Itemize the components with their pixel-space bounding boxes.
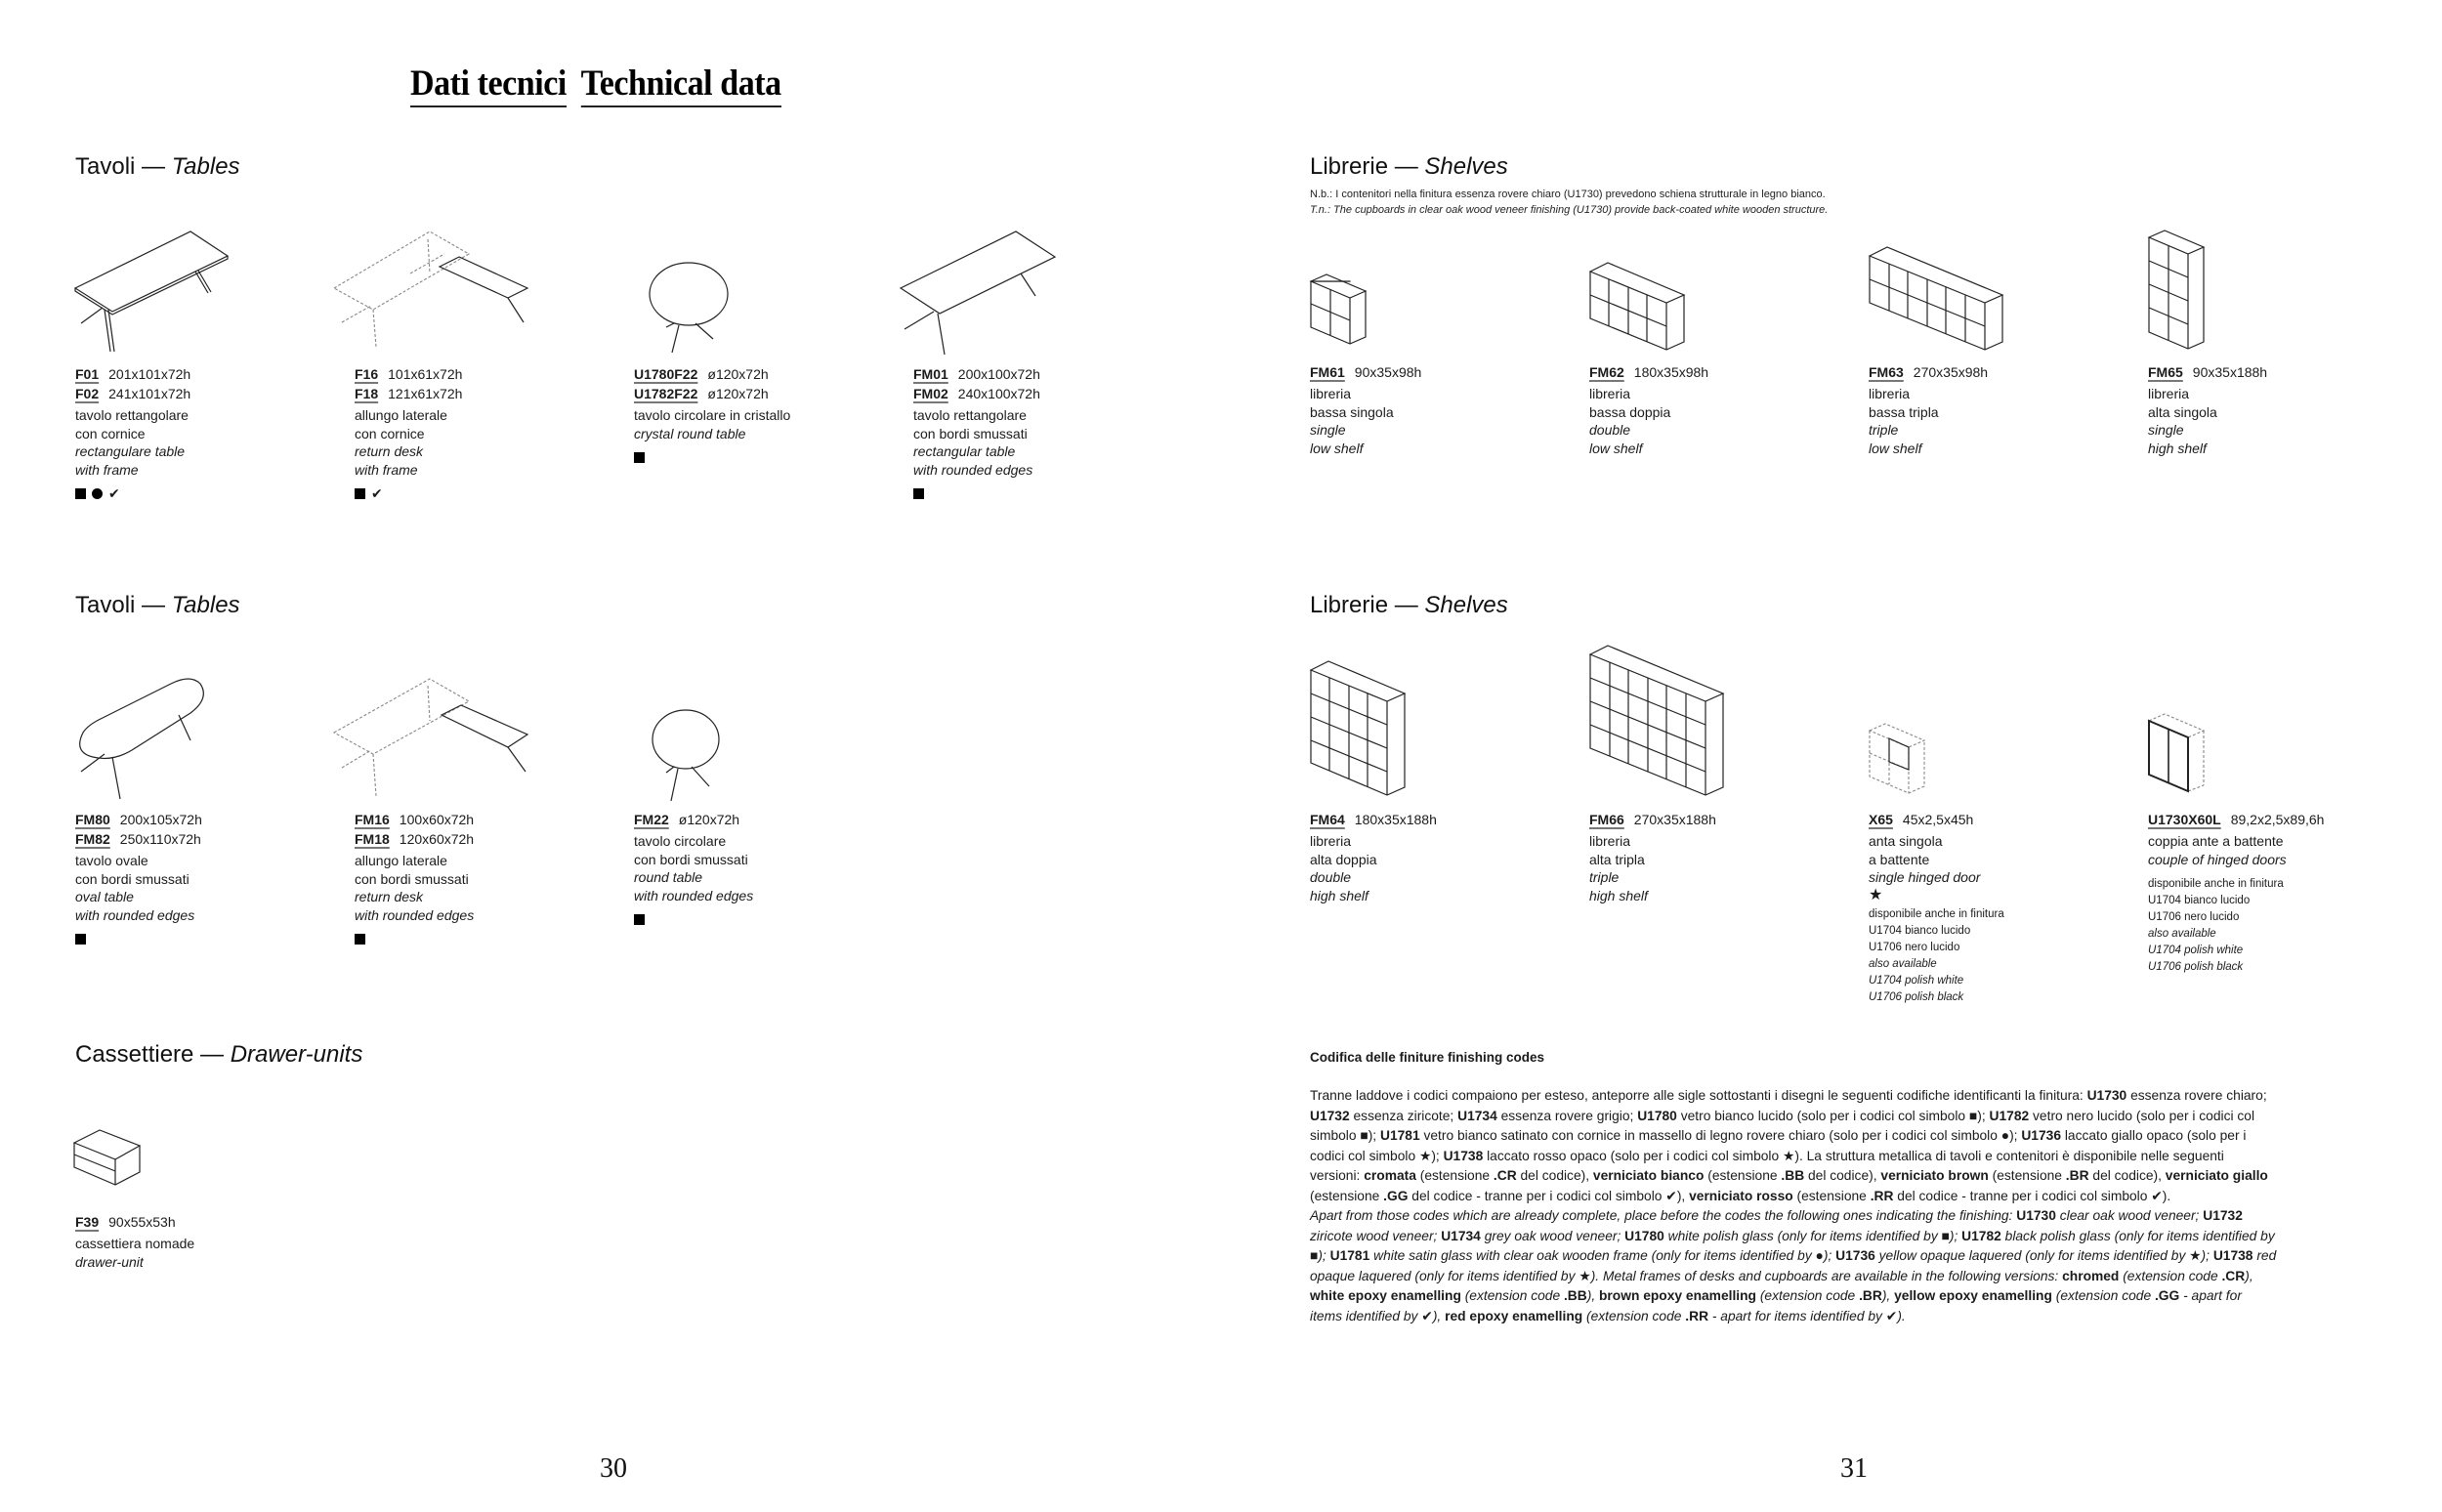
product-size: 250x110x72h: [119, 831, 201, 847]
return-desk-drawing: [332, 230, 527, 357]
product-size: 200x105x72h: [119, 812, 202, 827]
finishing-codes-heading: Codifica delle finiture finishing codes: [1310, 1050, 1545, 1065]
bold-term: U1732: [2203, 1208, 2243, 1223]
availability-it: U1706 nero lucido: [1869, 941, 1960, 953]
drawer-unit-drawing: [73, 1128, 147, 1189]
bold-term: U1781: [1379, 1128, 1420, 1143]
shelf-fm64-drawing: [1309, 660, 1407, 797]
desc-it: libreria: [1310, 386, 1352, 401]
square-symbol-icon: [75, 488, 86, 499]
page-number-left: 30: [600, 1453, 627, 1484]
dot-symbol-icon: [92, 488, 103, 499]
single-door-x65-drawing: [1868, 723, 1928, 793]
product-item-FM64: [1310, 811, 1574, 904]
product-size: 90x35x98h: [1354, 364, 1422, 380]
text-run: red opaque laquered (only for items identified by ★). Metal frames of desks and cupboards are available in the following versions:: [1310, 1248, 2277, 1283]
product-item-FM65: [2148, 363, 2412, 457]
desc-en: double: [1589, 422, 1631, 438]
note-it: N.b.: I contenitori nella finitura essenza rovere chiaro (U1730) prevedono schiena strutturale in legno bianco.: [1310, 189, 1826, 200]
product-code: F39: [75, 1214, 100, 1230]
product-code: FM80: [75, 812, 110, 827]
desc-en: with rounded edges: [913, 461, 1033, 478]
hinged-doors-u1730x60l-drawing: [2147, 713, 2208, 795]
product-code: U1780F22: [634, 366, 698, 382]
oval-table-drawing: [73, 674, 220, 806]
desc-en: couple of hinged doors: [2148, 851, 2287, 867]
text-run: vetro nero lucido (solo per i codici col simbolo ■);: [1310, 1108, 2255, 1143]
desc-en: high shelf: [1310, 887, 1368, 903]
product-code: U1730X60L: [2148, 812, 2221, 827]
product-code: FM22: [634, 812, 669, 827]
bold-term: U1730: [2086, 1088, 2127, 1103]
product-size: ø120x72h: [707, 366, 769, 382]
product-item-X65: [1869, 811, 2132, 1006]
product-item-FM66: [1589, 811, 1853, 904]
bold-term: yellow epoxy enamelling: [1894, 1288, 2052, 1303]
desc-en: with rounded edges: [355, 906, 475, 923]
product-code: FM65: [2148, 364, 2183, 380]
product-code: X65: [1869, 812, 1893, 827]
desc-it: anta singola: [1869, 833, 1943, 849]
product-size: 90x35x188h: [2192, 364, 2268, 380]
desc-en: with frame: [75, 461, 139, 478]
return-desk-rounded-drawing: [332, 674, 527, 806]
product-size: ø120x72h: [678, 812, 740, 827]
product-item-FM01-FM02: [913, 365, 1177, 499]
product-item-F16-F18: [355, 365, 618, 499]
text-run: laccato giallo opaco (solo per i codici col simbolo ★);: [1310, 1128, 2247, 1163]
text-run: essenza rovere chiaro;: [2126, 1088, 2267, 1103]
desc-it: libreria: [1589, 386, 1631, 401]
desc-en: high shelf: [2148, 440, 2207, 456]
desc-it: tavolo rettangolare: [75, 407, 189, 423]
title-english: Technical data: [581, 64, 781, 107]
desc-it: libreria: [1869, 386, 1911, 401]
bold-term: cromata: [1364, 1168, 1416, 1183]
product-code: F18: [355, 386, 379, 401]
product-size: 270x35x188h: [1633, 812, 1716, 827]
check-symbol-icon: ✔: [371, 485, 387, 501]
bold-term: .BB: [1563, 1288, 1587, 1303]
product-size: 101x61x72h: [388, 366, 463, 382]
finishing-codes-paragraph: [1310, 1086, 2277, 1326]
round-table-drawing: [645, 708, 733, 806]
product-size: 240x100x72h: [957, 386, 1040, 401]
desc-it: a battente: [1869, 851, 1930, 867]
bold-term: .RR: [1870, 1188, 1894, 1203]
finishing-codes-italian: [1310, 1088, 2268, 1203]
bold-term: U1782: [1989, 1108, 2030, 1123]
product-size: 201x101x72h: [108, 366, 191, 382]
product-size: 90x55x53h: [108, 1214, 176, 1230]
text-run: laccato rosso opaco (solo per i codici col simbolo ★). La struttura metallica di tavoli e contenitori è disponibile nelle seguenti versioni:: [1310, 1148, 2224, 1183]
text-run: del codice),: [2088, 1168, 2166, 1183]
bold-term: .BR: [2065, 1168, 2089, 1183]
product-code: FM64: [1310, 812, 1345, 827]
text-run: ),: [1586, 1288, 1599, 1303]
product-item-U1730X60L: [2148, 811, 2412, 976]
bold-term: chromed: [2062, 1268, 2120, 1283]
product-code: F02: [75, 386, 100, 401]
text-run: del codice),: [1516, 1168, 1593, 1183]
text-run: (estensione: [1310, 1188, 1384, 1203]
bold-term: brown epoxy enamelling: [1598, 1288, 1756, 1303]
availability-it: U1706 nero lucido: [2148, 911, 2240, 923]
desc-it: libreria: [1589, 833, 1631, 849]
availability-en: also available: [2148, 928, 2216, 940]
text-run: essenza ziricote;: [1349, 1108, 1458, 1123]
desc-it: libreria: [2148, 386, 2190, 401]
desc-en: return desk: [355, 889, 424, 904]
square-symbol-icon: [913, 488, 924, 499]
desc-it: bassa singola: [1310, 403, 1394, 420]
square-symbol-icon: [355, 934, 365, 945]
product-item-FM22: [634, 811, 898, 925]
text-run: (extension code: [1755, 1288, 1860, 1303]
product-code: FM18: [355, 831, 390, 847]
bold-term: U1734: [1441, 1228, 1481, 1243]
bold-term: verniciato rosso: [1689, 1188, 1793, 1203]
text-run: - apart for items identified by ✔).: [1708, 1308, 1906, 1323]
text-run: (estensione: [1988, 1168, 2066, 1183]
desc-en: low shelf: [1869, 440, 1922, 456]
desc-en: crystal round table: [634, 425, 746, 441]
availability-en: U1704 polish white: [2148, 945, 2244, 956]
text-run: vetro bianco satinato con cornice in massello di legno rovere chiaro (solo per i codici col simbolo ●);: [1419, 1128, 2022, 1143]
availability-it: U1704 bianco lucido: [1869, 924, 1971, 937]
section-heading-shelves-2: Librerie — Shelves: [1310, 592, 1508, 618]
product-item-FM61: [1310, 363, 1574, 457]
desc-it: alta tripla: [1589, 851, 1645, 867]
product-item-FM63: [1869, 363, 2132, 457]
product-code: FM16: [355, 812, 390, 827]
bold-term: U1780: [1624, 1228, 1664, 1243]
bold-term: .BR: [1859, 1288, 1882, 1303]
bold-term: U1738: [1443, 1148, 1484, 1163]
desc-en: low shelf: [1589, 440, 1643, 456]
desc-it: alta doppia: [1310, 851, 1377, 867]
product-code: FM62: [1589, 364, 1624, 380]
desc-it: tavolo circolare: [634, 833, 727, 849]
bold-term: .GG: [2154, 1288, 2180, 1303]
text-run: del codice - tranne per i codici col simbolo ✔).: [1893, 1188, 2171, 1203]
text-run: vetro bianco lucido (solo per i codici col simbolo ■);: [1676, 1108, 1990, 1123]
desc-it: con bordi smussati: [634, 851, 748, 867]
desc-it: tavolo ovale: [75, 853, 148, 868]
rectangular-rounded-table-drawing: [899, 230, 1055, 357]
text-run: essenza rovere grigio;: [1496, 1108, 1638, 1123]
note-en: T.n.: The cupboards in clear oak wood veneer finishing (U1730) provide back-coated white wooden structure.: [1310, 204, 1829, 216]
product-item-FM80-FM82: [75, 811, 339, 945]
product-item-F01-F02: [75, 365, 339, 499]
desc-it: coppia ante a battente: [2148, 833, 2284, 849]
desc-it: alta singola: [2148, 403, 2217, 420]
text-run: clear oak wood veneer;: [2055, 1208, 2204, 1223]
bold-term: verniciato giallo: [2165, 1168, 2268, 1183]
text-run: white polish glass (only for items identified by ■);: [1663, 1228, 1962, 1243]
product-code: FM66: [1589, 812, 1624, 827]
bold-term: U1738: [2212, 1248, 2253, 1263]
product-size: 121x61x72h: [388, 386, 463, 401]
bold-term: U1734: [1457, 1108, 1497, 1123]
desc-en: low shelf: [1310, 440, 1364, 456]
shelf-fm65-drawing: [2147, 230, 2206, 349]
desc-en: return desk: [355, 443, 424, 459]
bold-term: verniciato brown: [1880, 1168, 1989, 1183]
product-item-FM62: [1589, 363, 1853, 457]
desc-en: single: [1310, 422, 1346, 438]
product-size: 120x60x72h: [399, 831, 475, 847]
star-symbol-icon: ★: [1869, 886, 1887, 903]
text-run: del codice),: [1804, 1168, 1881, 1183]
product-item-U1780F22-U1782F22: [634, 365, 898, 463]
product-size: 45x2,5x45h: [1902, 812, 1974, 827]
product-code: FM01: [913, 366, 948, 382]
page-title: [410, 64, 781, 107]
bold-term: .GG: [1383, 1188, 1409, 1203]
desc-it: con bordi smussati: [75, 870, 189, 887]
text-run: - apart for items identified by ✔),: [1310, 1288, 2242, 1323]
bold-term: U1736: [1835, 1248, 1875, 1263]
text-run: black polish glass (only for items identified by ■);: [1310, 1228, 2275, 1263]
text-run: (extension code: [1582, 1308, 1686, 1323]
product-item-F39: [75, 1213, 339, 1271]
bold-term: white epoxy enamelling: [1310, 1288, 1461, 1303]
bold-term: U1782: [1961, 1228, 2001, 1243]
desc-en: single hinged door: [1869, 869, 1981, 885]
text-run: (estensione: [1415, 1168, 1494, 1183]
text-run: yellow opaque laquered (only for items identified by ★);: [1874, 1248, 2213, 1263]
finishing-codes-english: [1310, 1208, 2276, 1323]
page-number-right: 31: [1840, 1453, 1868, 1484]
bold-term: U1730: [2016, 1208, 2056, 1223]
square-symbol-icon: [634, 452, 645, 463]
desc-en: single: [2148, 422, 2184, 438]
availability-en: U1706 polish black: [1869, 990, 1964, 1003]
crystal-round-table-drawing: [645, 259, 733, 357]
product-code: FM02: [913, 386, 948, 401]
desc-it: bassa doppia: [1589, 403, 1671, 420]
bold-term: verniciato bianco: [1592, 1168, 1705, 1183]
product-size: 241x101x72h: [108, 386, 191, 401]
product-code: FM63: [1869, 364, 1904, 380]
section-heading-tables-2: Tavoli — Tables: [75, 592, 240, 618]
shelf-fm63-drawing: [1868, 246, 2004, 349]
desc-en: with rounded edges: [75, 906, 195, 923]
desc-it: con cornice: [75, 425, 146, 441]
desc-en: triple: [1869, 422, 1899, 438]
bold-term: red epoxy enamelling: [1445, 1308, 1583, 1323]
text-run: Tranne laddove i codici compaiono per esteso, anteporre alle sigle sottostanti i disegni le seguenti codifiche identificanti la finitura:: [1310, 1088, 2087, 1103]
product-code: FM82: [75, 831, 110, 847]
bold-term: .CR: [1493, 1168, 1517, 1183]
text-run: (extension code: [2051, 1288, 2155, 1303]
availability-en: U1706 polish black: [2148, 961, 2244, 973]
shelves-note: [1310, 187, 1828, 218]
square-symbol-icon: [634, 914, 645, 925]
text-run: (estensione: [1704, 1168, 1782, 1183]
product-code: F16: [355, 366, 379, 382]
desc-it: cassettiera nomade: [75, 1236, 195, 1251]
desc-en: oval table: [75, 889, 134, 904]
product-size: 89,2x2,5x89,6h: [2230, 812, 2325, 827]
desc-en: rectangular table: [913, 443, 1016, 459]
desc-en: round table: [634, 869, 703, 885]
text-run: grey oak wood veneer;: [1480, 1228, 1625, 1243]
availability-it: disponibile anche in finitura: [1869, 907, 2004, 920]
product-size: 100x60x72h: [399, 812, 475, 827]
desc-it: con bordi smussati: [913, 425, 1028, 441]
rectangular-table-drawing: [73, 230, 230, 357]
availability-en: also available: [1869, 957, 1937, 970]
product-size: 180x35x98h: [1633, 364, 1709, 380]
bold-term: U1736: [2021, 1128, 2062, 1143]
text-run: ),: [1881, 1288, 1895, 1303]
product-size: 180x35x188h: [1354, 812, 1437, 827]
product-size: 270x35x98h: [1913, 364, 1989, 380]
product-code: U1782F22: [634, 386, 698, 401]
product-code: FM61: [1310, 364, 1345, 380]
availability-it: disponibile anche in finitura: [2148, 878, 2284, 890]
availability-en: U1704 polish white: [1869, 974, 1964, 987]
product-code: F01: [75, 366, 100, 382]
bold-term: .RR: [1685, 1308, 1709, 1323]
desc-en: drawer-unit: [75, 1253, 144, 1270]
desc-en: with rounded edges: [634, 887, 754, 903]
text-run: (extension code: [2119, 1268, 2222, 1283]
desc-it: con cornice: [355, 425, 425, 441]
title-italian: Dati tecnici: [410, 64, 567, 107]
availability-it: U1704 bianco lucido: [2148, 895, 2251, 906]
desc-en: rectangulare table: [75, 443, 186, 459]
product-item-FM16-FM18: [355, 811, 618, 945]
product-size: 200x100x72h: [957, 366, 1040, 382]
desc-it: allungo laterale: [355, 407, 447, 423]
text-run: white satin glass with clear oak wooden frame (only for items identified by ●);: [1369, 1248, 1836, 1263]
product-size: ø120x72h: [707, 386, 769, 401]
check-symbol-icon: ✔: [108, 485, 124, 501]
desc-it: allungo laterale: [355, 853, 447, 868]
desc-it: tavolo circolare in cristallo: [634, 407, 791, 423]
desc-en: double: [1310, 869, 1352, 885]
text-run: (estensione: [1792, 1188, 1871, 1203]
desc-it: con bordi smussati: [355, 870, 469, 887]
section-heading-tables-1: Tavoli — Tables: [75, 153, 240, 180]
square-symbol-icon: [75, 934, 86, 945]
desc-en: with frame: [355, 461, 418, 478]
desc-it: bassa tripla: [1869, 403, 1939, 420]
bold-term: .BB: [1781, 1168, 1805, 1183]
desc-en: triple: [1589, 869, 1620, 885]
bold-term: U1780: [1637, 1108, 1677, 1123]
desc-it: libreria: [1310, 833, 1352, 849]
section-heading-shelves-1: Librerie — Shelves: [1310, 153, 1508, 180]
section-heading-drawer-units: Cassettiere — Drawer-units: [75, 1041, 363, 1068]
text-run: (extension code: [1460, 1288, 1564, 1303]
desc-it: tavolo rettangolare: [913, 407, 1027, 423]
square-symbol-icon: [355, 488, 365, 499]
shelf-fm61-drawing: [1309, 273, 1368, 347]
shelf-fm66-drawing: [1588, 645, 1725, 797]
text-run: ),: [2245, 1268, 2253, 1283]
text-run: del codice - tranne per i codici col simbolo ✔),: [1408, 1188, 1690, 1203]
desc-en: high shelf: [1589, 887, 1648, 903]
bold-term: U1732: [1310, 1108, 1350, 1123]
bold-term: U1781: [1329, 1248, 1370, 1263]
bold-term: .CR: [2221, 1268, 2246, 1283]
text-run: Apart from those codes which are already complete, place before the codes the following ones indicating the finishing:: [1310, 1208, 2017, 1223]
shelf-fm62-drawing: [1588, 262, 1686, 348]
text-run: ziricote wood veneer;: [1310, 1228, 1442, 1243]
